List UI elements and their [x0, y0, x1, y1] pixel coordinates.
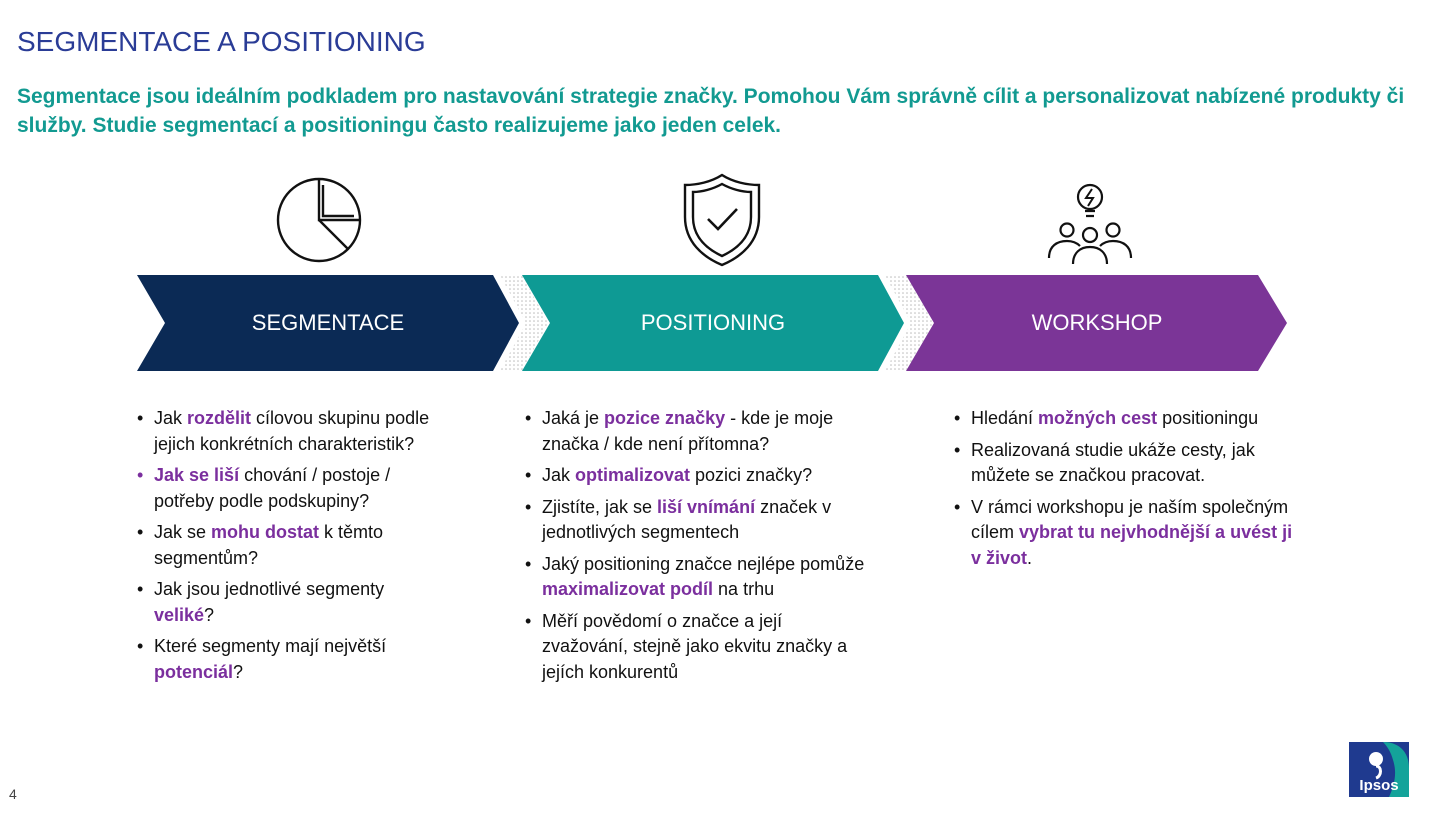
bullet-item: [525, 495, 865, 546]
bullet-marker: •: [954, 439, 961, 460]
bullet-text: Měří povědomí o značce a její zvažování, stejně jako ekvitu značky a jejích konkurentů: [542, 610, 848, 682]
bullet-marker: •: [137, 408, 144, 428]
highlighted-text: maximalizovat podíl: [542, 579, 714, 599]
team-idea-icon: [1045, 180, 1135, 271]
step-workshop: [906, 275, 1288, 371]
bullet-text: Jak se: [154, 522, 212, 542]
bullet-text: chování / postoje / potřeby podle podskupiny?: [154, 465, 391, 511]
bullet-item: [137, 520, 437, 571]
highlighted-text: mohu dostat: [211, 522, 320, 542]
page-title: SEGMENTACE A POSITIONING: [17, 26, 426, 57]
bullet-text: positioningu: [1157, 408, 1259, 428]
highlighted-text: možných cest: [1038, 408, 1158, 428]
bullet-marker: •: [137, 465, 144, 485]
bullet-text: Realizovaná studie ukáže cesty, jak můžete se značkou pracovat.: [971, 439, 1255, 485]
bullet-text: Hledání: [971, 408, 1039, 428]
bullet-marker: •: [137, 636, 144, 656]
bullet-marker: •: [525, 553, 532, 574]
bullet-marker: •: [525, 496, 532, 517]
bullet-text: Jak: [542, 465, 576, 485]
ipsos-logo: [1349, 742, 1409, 797]
step-label: WORKSHOP: [1031, 310, 1163, 335]
bullet-marker: •: [525, 465, 532, 485]
bullet-text: .: [1027, 547, 1033, 568]
bullet-marker: •: [954, 496, 961, 517]
bullet-item: [525, 406, 865, 457]
highlighted-text: Jak se liší: [154, 465, 240, 485]
page-subtitle: Segmentace jsou ideálním podkladem pro nastavování strategie značky. Pomohou Vám správně cílit a personalizovat nabízené produkty či služby. Studie segmentací a positioningu často realizujeme jako jeden celek.: [17, 85, 1405, 137]
bullet-item: [525, 609, 865, 686]
highlighted-text: liší vnímání: [657, 496, 756, 517]
logo-text: Ipsos: [1359, 777, 1399, 794]
workshop-column: [954, 406, 1294, 577]
bullet-text: Jak jsou jednotlivé segmenty: [154, 579, 385, 599]
bullet-marker: •: [137, 579, 144, 599]
bullet-text: na trhu: [713, 579, 775, 599]
bullet-text: ?: [204, 604, 215, 625]
bullet-marker: •: [525, 408, 532, 428]
bullet-marker: •: [137, 522, 144, 542]
bullet-text: značek v jednotlivých segmentech: [542, 496, 832, 542]
bullet-item: [954, 406, 1294, 432]
bullet-text: k těmto segmentům?: [154, 522, 384, 568]
page-number: 4: [9, 786, 17, 802]
bullet-item: [137, 577, 437, 628]
positioning-column: [525, 406, 865, 691]
bullet-marker: •: [954, 408, 961, 428]
bullet-item: [137, 634, 437, 685]
bullet-text: Jaká je: [542, 408, 605, 428]
bullet-text: ?: [233, 661, 244, 682]
step-positioning: [522, 275, 904, 371]
bullet-item: [137, 463, 437, 514]
pie-chart-icon: [275, 177, 365, 268]
shield-check-icon: [681, 172, 763, 273]
bullet-text: cílovou skupinu podle jejich konkrétních charakteristik?: [154, 408, 430, 454]
step-label: SEGMENTACE: [251, 310, 405, 335]
bullet-item: [525, 552, 865, 603]
bullet-text: pozici značky?: [690, 465, 813, 485]
highlighted-text: vybrat tu nejvhodnější a uvést ji v život: [971, 522, 1293, 568]
bullet-item: [525, 463, 865, 489]
highlighted-text: potenciál: [154, 661, 234, 682]
bullet-marker: •: [525, 610, 532, 631]
bullet-text: Které segmenty mají největší: [154, 636, 387, 656]
highlighted-text: pozice značky: [604, 408, 726, 428]
bullet-text: Zjistíte, jak se: [542, 496, 658, 517]
highlighted-text: veliké: [154, 604, 205, 625]
highlighted-text: optimalizovat: [575, 465, 691, 485]
bullet-text: Jaký positioning značce nejlépe pomůže: [542, 553, 865, 574]
highlighted-text: rozdělit: [187, 408, 252, 428]
bullet-item: [954, 495, 1294, 572]
bullet-text: V rámci workshopu je naším společným cílem: [971, 496, 1289, 542]
step-label: POSITIONING: [640, 310, 786, 335]
bullet-item: [954, 438, 1294, 489]
bullet-text: - kde je moje značka / kde není přítomna?: [542, 408, 834, 454]
bullet-item: [137, 406, 437, 457]
step-segmentace: [137, 275, 519, 371]
segmentace-column: [137, 406, 437, 691]
bullet-text: Jak: [154, 408, 188, 428]
